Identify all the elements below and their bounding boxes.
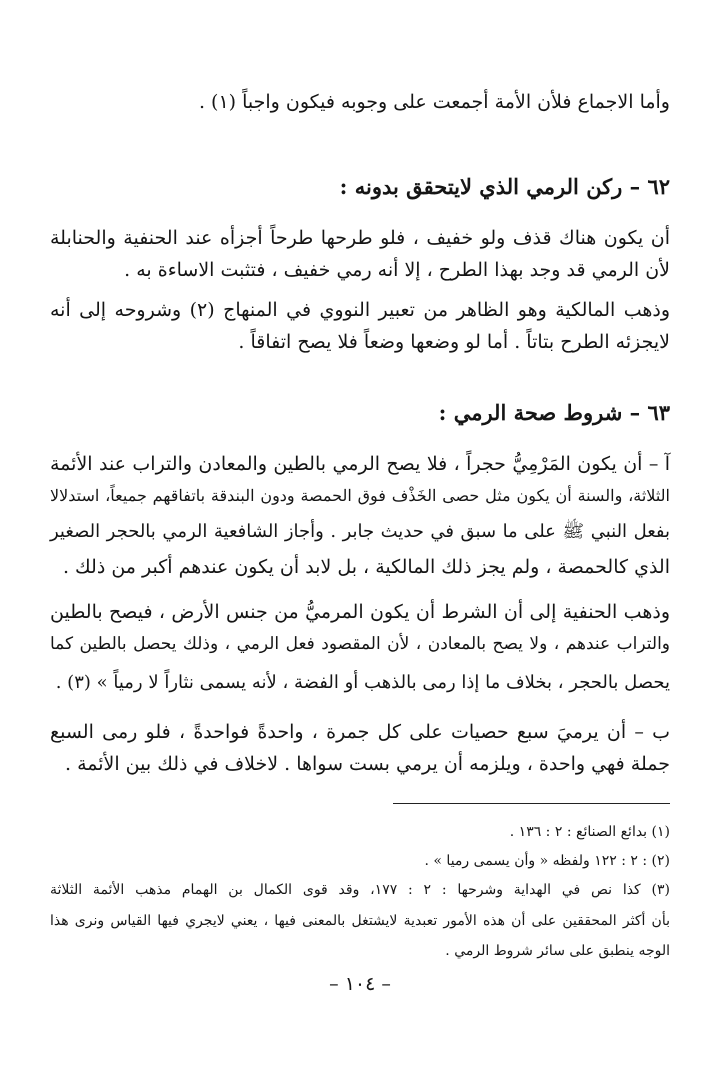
section-63-line-6: والتراب عندهم ، ولا يصح بالمعادن ، لأن المقصود فعل الرمي ، وذلك يحصل بالطين كما <box>50 634 670 654</box>
section-63-line-4: الذي كالحمصة ، ولم يجز ذلك المالكية ، بل لابد أن يكون عندهم أكبر من ذلك . <box>62 556 670 578</box>
intro-line: وأما الاجماع فلأن الأمة أجمعت على وجوبه فيكون واجباً (١) . <box>198 91 670 113</box>
footnote-3-line-1: (٣) كذا نص في الهداية وشرحها : ٢ : ١٧٧، وقد قوى الكمال بن الهمام مذهب الأئمة الثلاثة <box>50 882 670 898</box>
section-63-line-8: ب – أن يرميَ سبع حصيات على كل جمرة ، واحدةً فواحدةً ، فلو رمى السبع <box>50 721 670 743</box>
section-62-line-4: لايجزئه الطرح بتاتاً . أما لو وضعها وضعاً فلا يصح اتفاقاً . <box>238 331 670 353</box>
footnote-divider <box>393 803 670 804</box>
section-63-line-1: آ – أن يكون المَرْمِيُّ حجراً ، فلا يصح الرمي بالطين والمعادن والتراب عند الأئمة <box>50 453 670 475</box>
section-63-line-3: بفعل النبي ﷺ على ما سبق في حديث جابر . وأجاز الشافعية الرمي بالحجر الصغير <box>50 521 670 542</box>
section-62-heading: ٦٢ – ركن الرمي الذي لايتحقق بدونه : <box>339 174 670 199</box>
footnote-3-line-3: الوجه ينطبق على سائر شروط الرمي . <box>445 943 670 959</box>
section-62-line-3: وذهب المالكية وهو الظاهر من تعبير النووي في المنهاج (٢) وشروحه إلى أنه <box>50 299 670 321</box>
section-62-line-2: لأن الرمي قد وجد بهذا الطرح ، إلا أنه رمي خفيف ، فتثبت الاساءة به . <box>124 259 670 281</box>
section-63-line-7: يحصل بالحجر ، بخلاف ما إذا رمى بالذهب أو الفضة ، لأنه يسمى نثاراً لا رمياً » (٣) . <box>55 672 670 693</box>
section-62-line-1: أن يكون هناك قذف ولو خفيف ، فلو طرحها طرحاً أجزأه عند الحنفية والحنابلة <box>50 227 670 249</box>
section-63-heading: ٦٣ – شروط صحة الرمي : <box>438 400 670 425</box>
footnote-3-line-2: بأن أكثر المحققين على أن هذه الأمور تعبدية لايشتغل بالمعنى فيها ، يعني لايجري فيها القياس ونرى هذا <box>50 913 670 929</box>
section-63-line-9: جملة فهي واحدة ، ويلزمه أن يرمي بست سواها . لاخلاف في ذلك بين الأئمة . <box>64 753 670 775</box>
footnote-2: (٢) : ٢ : ١٢٢ ولفظه « وأن يسمى رميا » . <box>424 853 670 869</box>
section-63-line-2: الثلاثة، والسنة أن يكون مثل حصى الخَذْف فوق الحمصة ودون البندقة باتفاقهم جميعاً، استدلالا <box>50 486 670 505</box>
page-number: – ١٠٤ – <box>329 973 391 995</box>
footnote-1: (١) بدائع الصنائع : ٢ : ١٣٦ . <box>509 824 670 840</box>
section-63-line-5: وذهب الحنفية إلى أن الشرط أن يكون المرميُّ من جنس الأرض ، فيصح بالطين <box>50 601 670 623</box>
